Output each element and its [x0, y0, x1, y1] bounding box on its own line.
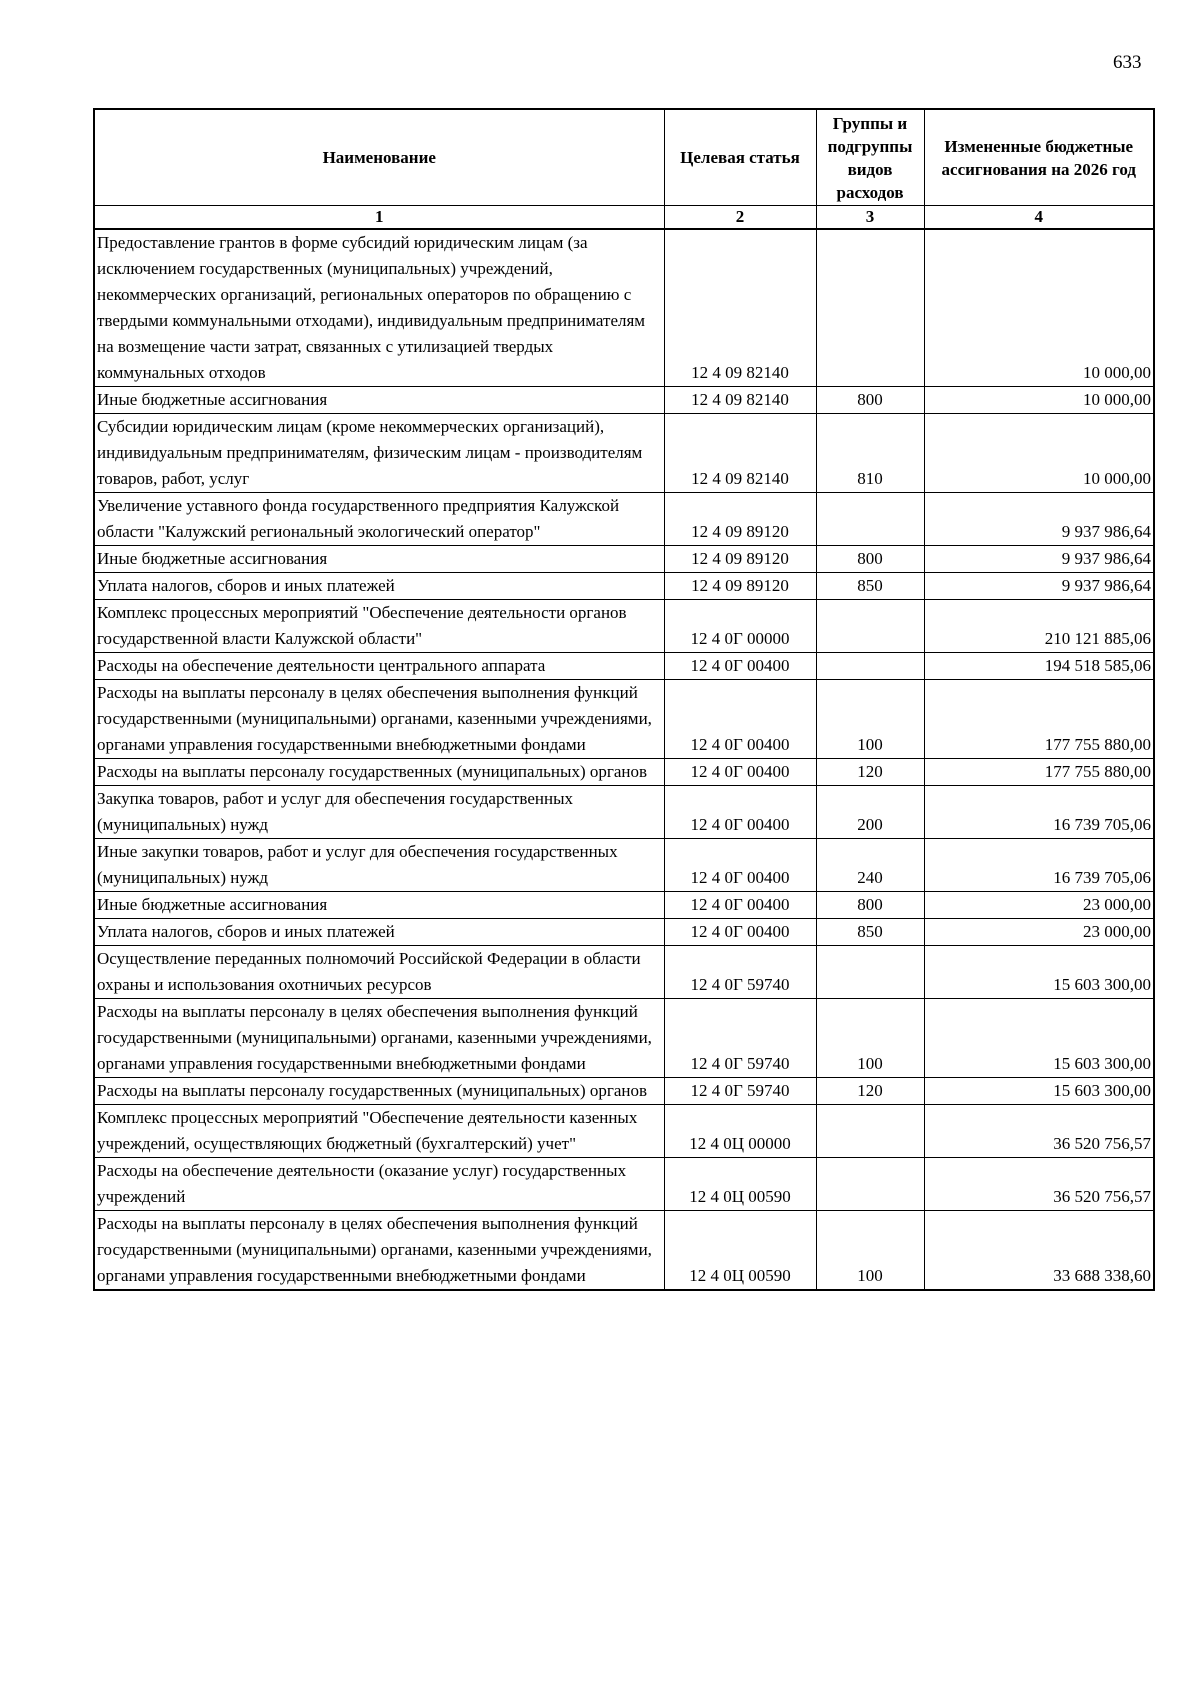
- table-body: [94, 229, 1154, 1290]
- page-number: 633: [1113, 52, 1142, 73]
- row-target-code: 12 4 09 82140: [664, 387, 816, 414]
- row-amount: 15 603 300,00: [924, 946, 1154, 999]
- row-amount: 177 755 880,00: [924, 759, 1154, 786]
- row-target-code: 12 4 09 82140: [664, 229, 816, 387]
- row-group-code: 100: [816, 680, 924, 759]
- row-group-code: [816, 493, 924, 546]
- table-row: [94, 946, 1154, 999]
- row-name: Комплекс процессных мероприятий "Обеспечение деятельности органов государственной власти Калужской области": [94, 600, 664, 653]
- table-row: [94, 229, 1154, 387]
- table-row: [94, 999, 1154, 1078]
- row-amount: 10 000,00: [924, 414, 1154, 493]
- row-target-code: 12 4 0Г 00400: [664, 759, 816, 786]
- row-target-code: 12 4 0Г 00400: [664, 680, 816, 759]
- row-group-code: [816, 946, 924, 999]
- table-row: [94, 1158, 1154, 1211]
- row-name: Иные закупки товаров, работ и услуг для обеспечения государственных (муниципальных) нужд: [94, 839, 664, 892]
- table-row: [94, 786, 1154, 839]
- column-number: 2: [664, 206, 816, 230]
- column-number: 4: [924, 206, 1154, 230]
- row-name: Предоставление грантов в форме субсидий юридическим лицам (за исключением государственных (муниципальных) учреждений, некоммерческих организаций, региональных операторов по обращению с твердыми коммунальными отходами), индивидуальным предпринимателям на возмещение части затрат, связанных с утилизацией твердых коммунальных отходов: [94, 229, 664, 387]
- column-number-row: [94, 206, 1154, 230]
- row-target-code: 12 4 09 89120: [664, 493, 816, 546]
- row-name: Расходы на выплаты персоналу в целях обеспечения выполнения функций государственными (муниципальными) органами, казенными учреждениями, органами управления государственными внебюджетными фондами: [94, 999, 664, 1078]
- row-group-code: 100: [816, 999, 924, 1078]
- row-name: Иные бюджетные ассигнования: [94, 892, 664, 919]
- row-amount: 10 000,00: [924, 387, 1154, 414]
- table-row: [94, 759, 1154, 786]
- table-row: [94, 680, 1154, 759]
- header-name: Наименование: [94, 109, 664, 206]
- row-amount: 36 520 756,57: [924, 1158, 1154, 1211]
- row-name: Уплата налогов, сборов и иных платежей: [94, 919, 664, 946]
- row-group-code: 850: [816, 573, 924, 600]
- row-name: Иные бюджетные ассигнования: [94, 546, 664, 573]
- row-target-code: 12 4 0Г 59740: [664, 946, 816, 999]
- row-group-code: 200: [816, 786, 924, 839]
- header-amount: Измененные бюджетные ассигнования на 2026 год: [924, 109, 1154, 206]
- row-group-code: 100: [816, 1211, 924, 1291]
- table-header: [94, 109, 1154, 229]
- row-amount: 210 121 885,06: [924, 600, 1154, 653]
- row-name: Расходы на выплаты персоналу государственных (муниципальных) органов: [94, 759, 664, 786]
- table-row: [94, 414, 1154, 493]
- row-amount: 33 688 338,60: [924, 1211, 1154, 1291]
- table-row: [94, 546, 1154, 573]
- table-row: [94, 600, 1154, 653]
- row-amount: 10 000,00: [924, 229, 1154, 387]
- budget-table: [93, 108, 1155, 1291]
- column-number: 1: [94, 206, 664, 230]
- row-amount: 9 937 986,64: [924, 546, 1154, 573]
- row-name: Увеличение уставного фонда государственного предприятия Калужской области "Калужский региональный экологический оператор": [94, 493, 664, 546]
- row-group-code: [816, 653, 924, 680]
- row-group-code: 120: [816, 1078, 924, 1105]
- row-group-code: 800: [816, 892, 924, 919]
- row-amount: 36 520 756,57: [924, 1105, 1154, 1158]
- row-target-code: 12 4 0Г 59740: [664, 999, 816, 1078]
- table-row: [94, 1105, 1154, 1158]
- row-amount: 16 739 705,06: [924, 839, 1154, 892]
- table-row: [94, 919, 1154, 946]
- row-group-code: 240: [816, 839, 924, 892]
- table-row: [94, 839, 1154, 892]
- row-name: Комплекс процессных мероприятий "Обеспечение деятельности казенных учреждений, осуществляющих бюджетный (бухгалтерский) учет": [94, 1105, 664, 1158]
- row-name: Уплата налогов, сборов и иных платежей: [94, 573, 664, 600]
- row-amount: 16 739 705,06: [924, 786, 1154, 839]
- row-target-code: 12 4 09 82140: [664, 414, 816, 493]
- row-group-code: [816, 229, 924, 387]
- row-group-code: [816, 600, 924, 653]
- row-group-code: [816, 1105, 924, 1158]
- row-name: Осуществление переданных полномочий Российской Федерации в области охраны и использования охотничьих ресурсов: [94, 946, 664, 999]
- row-amount: 15 603 300,00: [924, 1078, 1154, 1105]
- row-amount: 177 755 880,00: [924, 680, 1154, 759]
- table-row: [94, 892, 1154, 919]
- row-target-code: 12 4 0Г 00000: [664, 600, 816, 653]
- row-target-code: 12 4 0Г 00400: [664, 839, 816, 892]
- row-group-code: 800: [816, 546, 924, 573]
- row-target-code: 12 4 0Ц 00590: [664, 1211, 816, 1291]
- row-target-code: 12 4 0Г 00400: [664, 892, 816, 919]
- row-group-code: 800: [816, 387, 924, 414]
- row-group-code: 850: [816, 919, 924, 946]
- row-target-code: 12 4 0Ц 00000: [664, 1105, 816, 1158]
- row-amount: 9 937 986,64: [924, 493, 1154, 546]
- row-amount: 194 518 585,06: [924, 653, 1154, 680]
- table-row: [94, 387, 1154, 414]
- row-target-code: 12 4 0Г 59740: [664, 1078, 816, 1105]
- row-group-code: 810: [816, 414, 924, 493]
- row-target-code: 12 4 0Г 00400: [664, 786, 816, 839]
- header-row: [94, 109, 1154, 206]
- row-name: Расходы на выплаты персоналу в целях обеспечения выполнения функций государственными (муниципальными) органами, казенными учреждениями, органами управления государственными внебюджетными фондами: [94, 1211, 664, 1291]
- row-amount: 9 937 986,64: [924, 573, 1154, 600]
- row-name: Расходы на выплаты персоналу государственных (муниципальных) органов: [94, 1078, 664, 1105]
- row-name: Расходы на выплаты персоналу в целях обеспечения выполнения функций государственными (муниципальными) органами, казенными учреждениями, органами управления государственными внебюджетными фондами: [94, 680, 664, 759]
- table-row: [94, 573, 1154, 600]
- table-row: [94, 1211, 1154, 1291]
- row-target-code: 12 4 0Ц 00590: [664, 1158, 816, 1211]
- row-target-code: 12 4 09 89120: [664, 546, 816, 573]
- row-name: Иные бюджетные ассигнования: [94, 387, 664, 414]
- row-name: Субсидии юридическим лицам (кроме некоммерческих организаций), индивидуальным предпринимателям, физическим лицам - производителям товаров, работ, услуг: [94, 414, 664, 493]
- row-target-code: 12 4 09 89120: [664, 573, 816, 600]
- row-target-code: 12 4 0Г 00400: [664, 919, 816, 946]
- table-row: [94, 653, 1154, 680]
- row-group-code: 120: [816, 759, 924, 786]
- header-target: Целевая статья: [664, 109, 816, 206]
- row-amount: 15 603 300,00: [924, 999, 1154, 1078]
- table-row: [94, 493, 1154, 546]
- row-target-code: 12 4 0Г 00400: [664, 653, 816, 680]
- header-groups: Группы и подгруппы видов расходов: [816, 109, 924, 206]
- row-name: Расходы на обеспечение деятельности центрального аппарата: [94, 653, 664, 680]
- row-name: Закупка товаров, работ и услуг для обеспечения государственных (муниципальных) нужд: [94, 786, 664, 839]
- row-name: Расходы на обеспечение деятельности (оказание услуг) государственных учреждений: [94, 1158, 664, 1211]
- table-row: [94, 1078, 1154, 1105]
- row-amount: 23 000,00: [924, 919, 1154, 946]
- row-group-code: [816, 1158, 924, 1211]
- column-number: 3: [816, 206, 924, 230]
- row-amount: 23 000,00: [924, 892, 1154, 919]
